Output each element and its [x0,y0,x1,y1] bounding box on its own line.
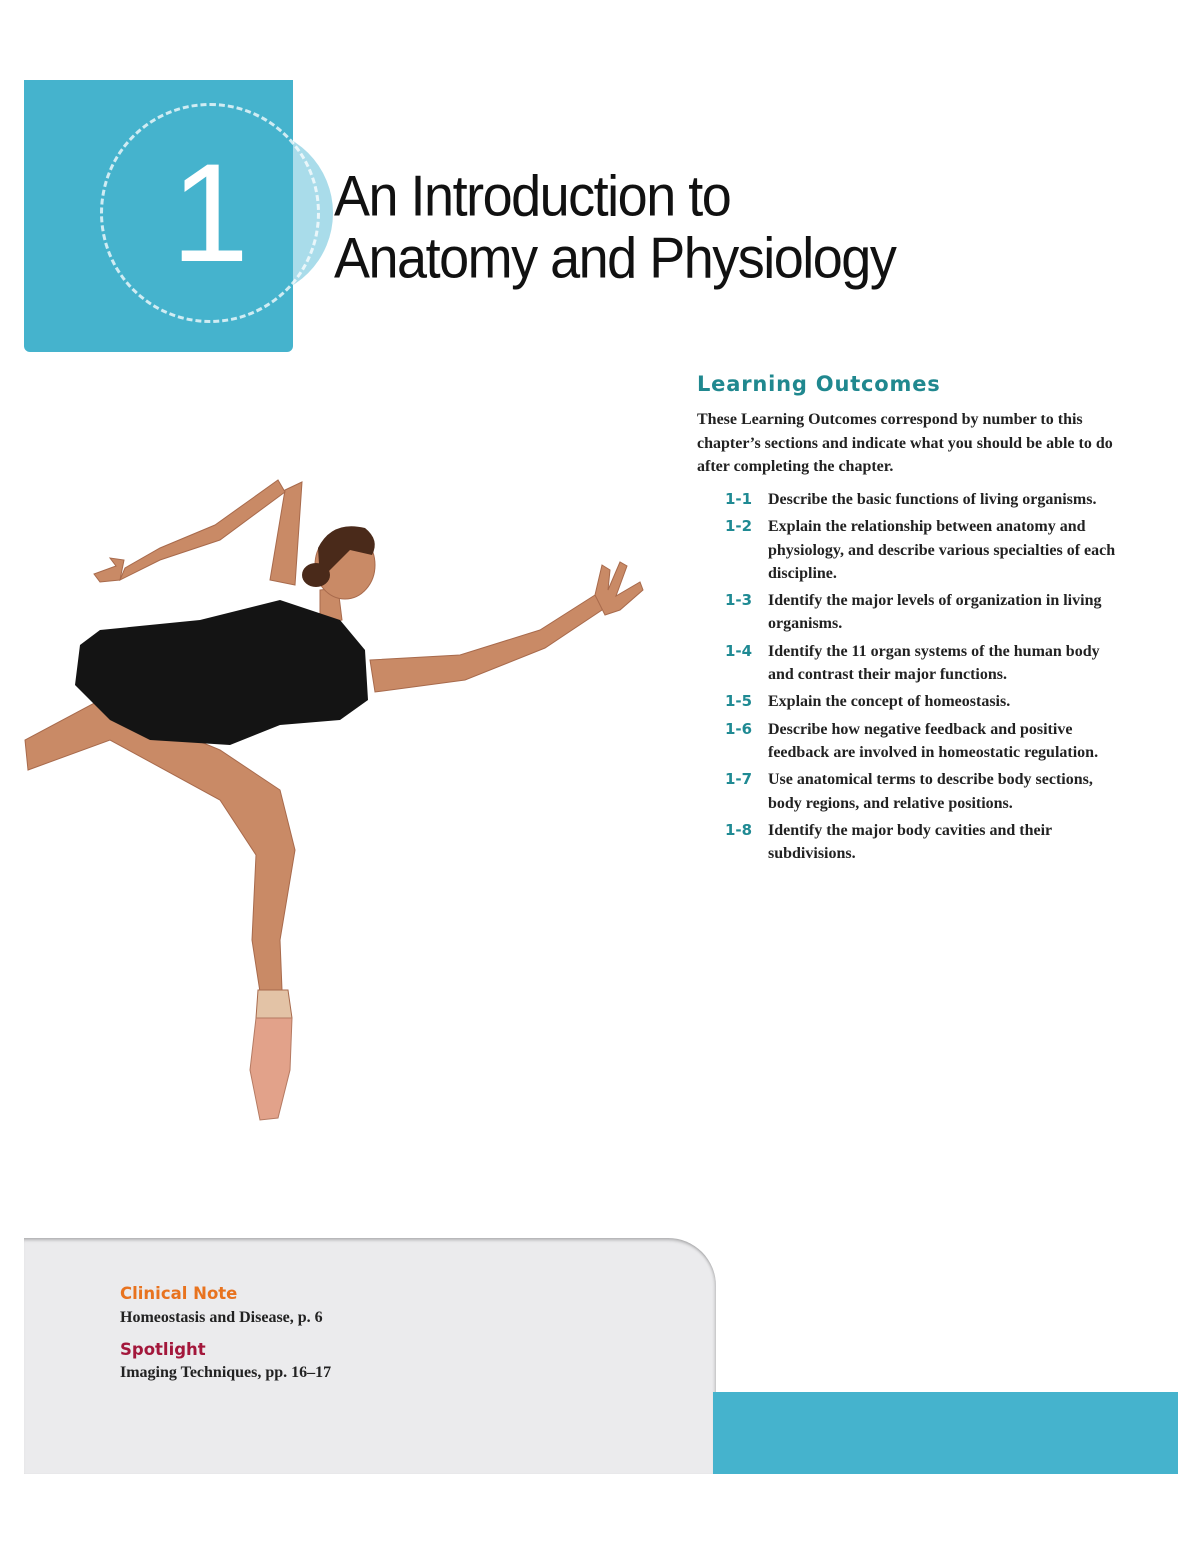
learning-outcome-text: Explain the concept of homeostasis. [768,693,1011,711]
learning-outcome-item [725,640,1120,687]
learning-outcome-number: 1-6 [725,719,753,738]
dancer-image [20,470,660,1130]
learning-outcome-number: 1-7 [725,770,753,789]
learning-outcome-number: 1-8 [725,820,753,839]
learning-outcome-text: Identify the major body cavities and their subdivisions. [768,821,1052,863]
learning-outcome-text: Explain the relationship between anatomy and physiology, and describe various specialties of each discipline. [768,518,1116,582]
learning-outcome-item [725,690,1120,713]
learning-outcome-text: Identify the major levels of organization in living organisms. [768,592,1102,633]
learning-outcome-text: Use anatomical terms to describe body sections, body regions, and relative positions. [768,771,1093,812]
spotlight-label: Spotlight [120,1340,206,1359]
learning-outcome-item [725,768,1120,815]
learning-outcome-number: 1-3 [725,591,753,610]
learning-outcome-number: 1-2 [725,517,753,536]
chapter-title-line2: Anatomy and Physiology [334,225,896,291]
learning-outcome-number: 1-4 [725,641,753,660]
clinical-note-link[interactable]: Homeostasis and Disease, p. 6 [120,1309,323,1326]
learning-outcome-item [725,488,1120,511]
learning-outcome-item [725,718,1120,765]
learning-outcome-number: 1-5 [725,692,753,711]
learning-outcomes-list [725,488,1120,869]
learning-outcome-text: Identify the 11 organ systems of the human body and contrast their major functions. [768,642,1100,684]
spotlight-link[interactable]: Imaging Techniques, pp. 16–17 [120,1364,332,1381]
clinical-note-label: Clinical Note [120,1284,238,1303]
learning-outcome-item [725,589,1120,636]
learning-outcome-item [725,515,1120,585]
learning-outcomes-intro: These Learning Outcomes correspond by number to this chapter’s sections and indicate what you should be able to do after completing the chapter. [697,411,1113,475]
learning-outcomes-heading: Learning Outcomes [697,372,941,396]
accent-bar [713,1392,1178,1474]
learning-outcome-number: 1-1 [725,490,753,508]
learning-outcome-text: Describe how negative feedback and positive feedback are involved in homeostatic regulation. [768,720,1099,761]
chapter-title-line1: An Introduction to [334,163,731,229]
learning-outcome-text: Describe the basic functions of living organisms. [768,491,1097,508]
learning-outcome-item [725,819,1120,866]
chapter-title [334,165,895,289]
chapter-number: 1 [171,134,249,291]
